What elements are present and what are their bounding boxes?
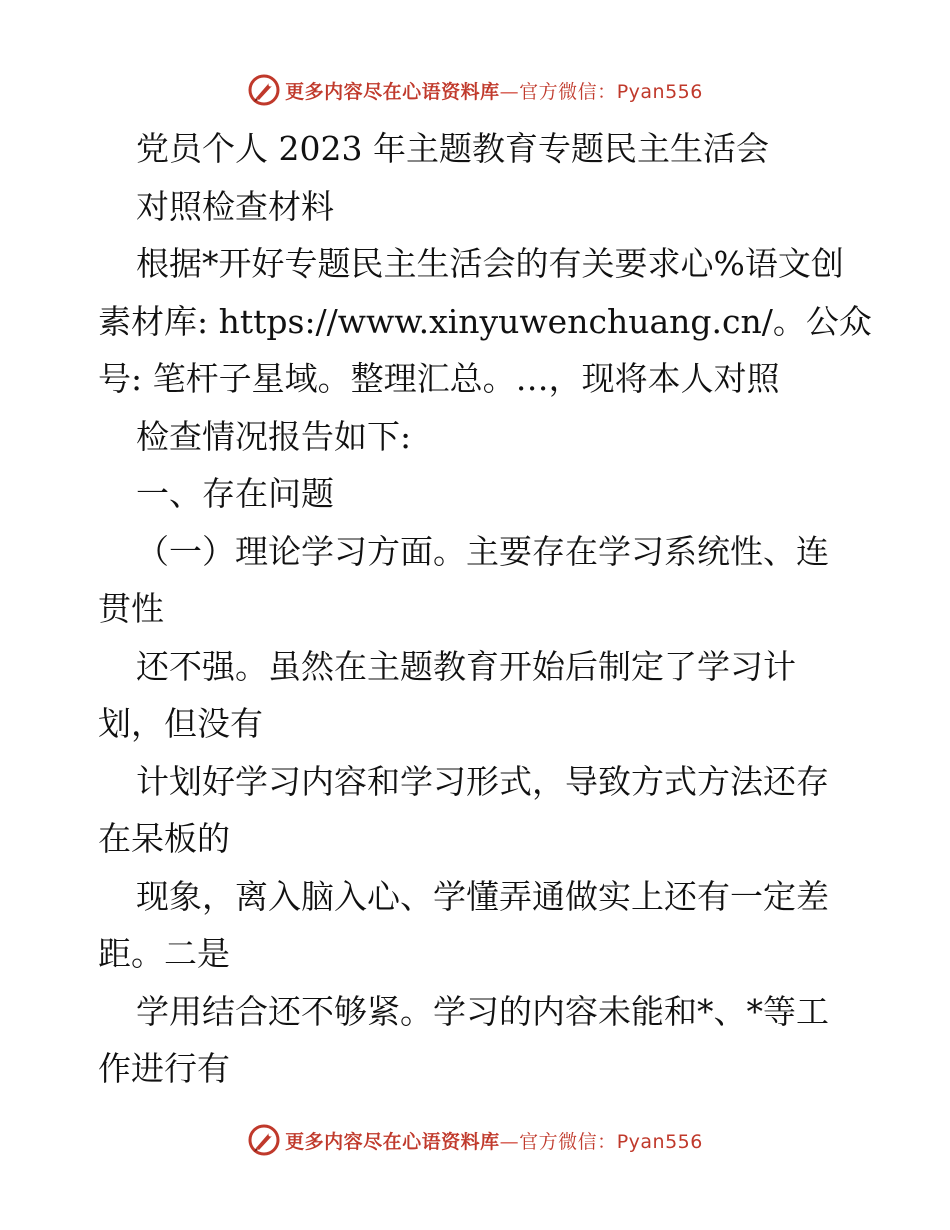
- doc-line-6: 检查情况报告如下:: [136, 416, 412, 456]
- footer-watermark-official: 官方微信：: [519, 1130, 617, 1153]
- doc-line-17: 作进行有: [98, 1049, 230, 1088]
- doc-line-12: 计划好学习内容和学习形式，导致方式方法还存: [136, 761, 829, 801]
- footer-watermark-text: [285, 1127, 703, 1154]
- header-watermark-sep: —: [499, 80, 520, 103]
- doc-line-15: 距。二是: [98, 934, 230, 973]
- footer-watermark-handle: Pyan556: [616, 1130, 703, 1153]
- doc-line-5: 号: 笔杆子星域。整理汇总。…，现将本人对照: [98, 359, 780, 398]
- footer-watermark-sep: —: [499, 1130, 520, 1153]
- doc-title-line-1: 党员个人 2023 年主题教育专题民主生活会: [136, 129, 769, 168]
- doc-title-line-2: 对照检查材料: [136, 186, 334, 226]
- doc-line-8: （一）理论学习方面。主要存在学习系统性、连: [136, 531, 829, 571]
- header-watermark: [0, 70, 950, 110]
- footer-watermark-main: 更多内容尽在心语资料库: [285, 1130, 500, 1153]
- doc-line-11: 划，但没有: [98, 704, 263, 743]
- doc-line-16: 学用结合还不够紧。学习的内容未能和*、*等工: [136, 991, 829, 1031]
- doc-line-9: 贯性: [98, 589, 164, 628]
- doc-line-4: 素材库: https://www.xinyuwenchuang.cn/。公众: [98, 301, 872, 341]
- doc-line-3: 根据*开好专题民主生活会的有关要求心%语文创: [136, 244, 844, 283]
- document-body: [98, 120, 872, 1098]
- header-watermark-main: 更多内容尽在心语资料库: [285, 80, 500, 103]
- header-watermark-text: [285, 77, 703, 104]
- doc-line-14: 现象，离入脑入心、学懂弄通做实上还有一定差: [136, 876, 829, 916]
- doc-line-10: 还不强。虽然在主题教育开始后制定了学习计: [136, 646, 796, 686]
- header-watermark-official: 官方微信：: [519, 80, 617, 103]
- section-heading-problems: 一、存在问题: [136, 474, 334, 513]
- pen-logo-icon: [247, 1123, 281, 1157]
- pen-logo-icon: [247, 73, 281, 107]
- header-watermark-handle: Pyan556: [616, 80, 703, 103]
- doc-line-13: 在呆板的: [98, 819, 230, 858]
- footer-watermark: [0, 1120, 950, 1160]
